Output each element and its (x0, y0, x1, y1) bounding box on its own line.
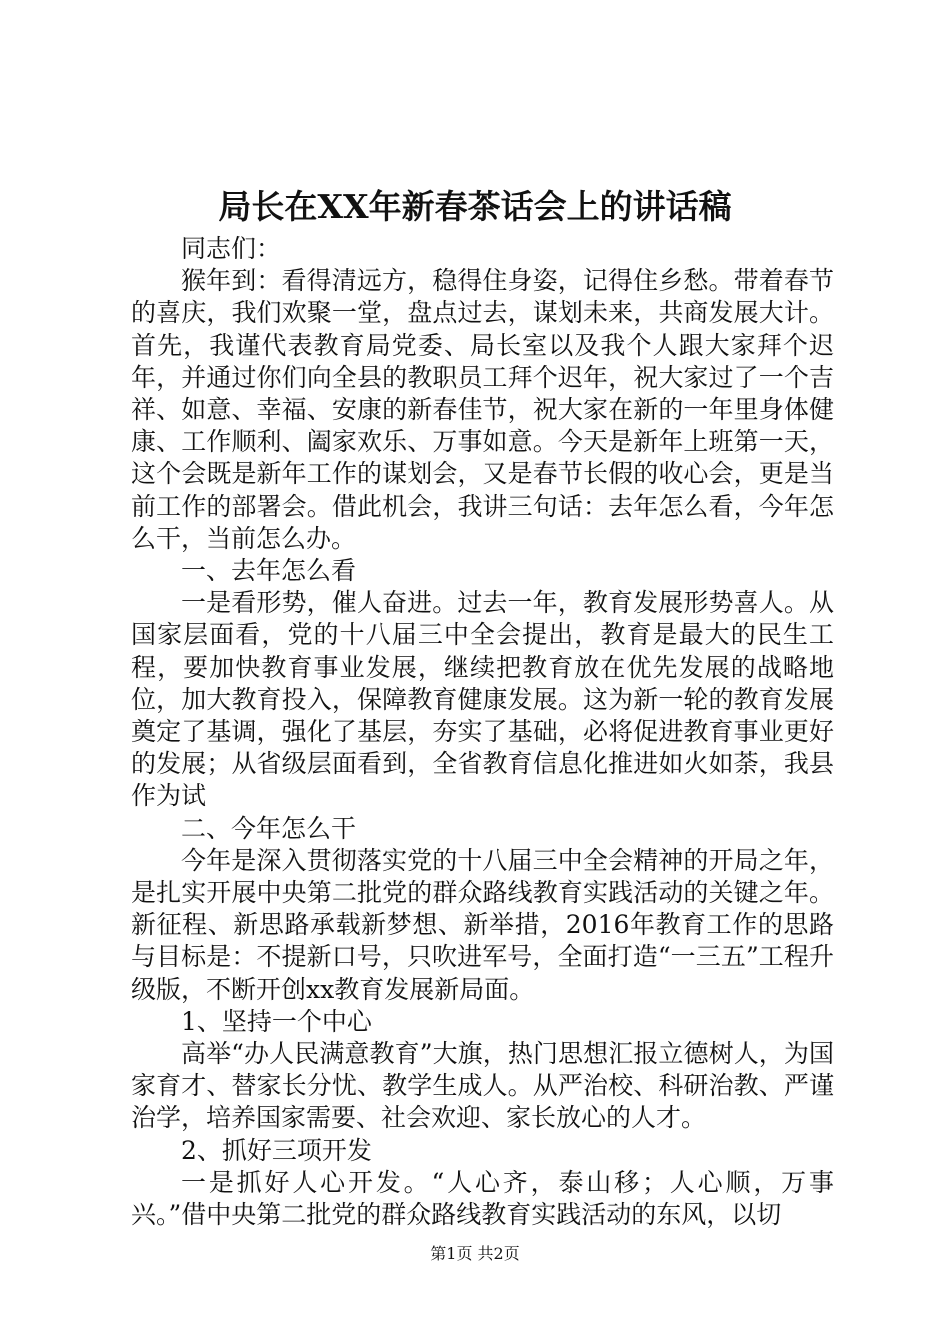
document-title: 局长在XX年新春茶话会上的讲话稿 (218, 187, 732, 226)
subsection-1-paragraph: 高举“办人民满意教育”大旗，热门思想汇报立德树人，为国家育才、替家长分忧、教学生成人。从严治校、科研治教、严谨治学，培养国家需要、社会欢迎、家长放心的人才。 (131, 1039, 834, 1133)
intro-paragraph: 猴年到：看得清远方，稳得住身姿，记得住乡愁。带着春节的喜庆，我们欢聚一堂，盘点过去，谋划未来，共商发展大计。首先，我谨代表教育局党委、局长室以及我个人跟大家拜个迟年，并通过你们向全县的教职员工拜个迟年，祝大家过了一个吉祥、如意、幸福、安康的新春佳节，祝大家在新的一年里身体健康、工作顺利、阖家欢乐、万事如意。今天是新年上班第一天，这个会既是新年工作的谋划会，又是春节长假的收心会，更是当前工作的部署会。借此机会，我讲三句话：去年怎么看，今年怎么干，当前怎么办。 (131, 266, 834, 553)
subheading-2: 2、抓好三项开发 (181, 1135, 372, 1165)
subheading-1: 1、坚持一个中心 (181, 1006, 372, 1036)
salutation-paragraph: 同志们： (181, 234, 282, 263)
section-2-paragraph: 今年是深入贯彻落实党的十八届三中全会精神的开局之年，是扎实开展中央第二批党的群众路线教育实践活动的关键之年。新征程、新思路承载新梦想、新举措，2016年教育工作的思路与目标是：不提新口号，只吹进军号，全面打造“一三五”工程升级版，不断开创xx教育发展新局面。 (131, 845, 834, 1004)
page-number-footer: 第1页 共2页 (430, 1244, 520, 1263)
subsection-2-paragraph: 一是抓好人心开发。“人心齐，泰山移；人心顺，万事兴。”借中央第二批党的群众路线教育实践活动的东风，以切 (131, 1167, 834, 1230)
section-heading-2: 二、今年怎么干 (181, 813, 357, 843)
section-1-paragraph: 一是看形势，催人奋进。过去一年，教育发展形势喜人。从国家层面看，党的十八届三中全会提出，教育是最大的民生工程，要加快教育事业发展，继续把教育放在优先发展的战略地位，加大教育投入，保障教育健康发展。这为新一轮的教育发展奠定了基调，强化了基层，夯实了基础，必将促进教育事业更好的发展；从省级层面看到，全省教育信息化推进如火如荼，我县作为试 (131, 588, 834, 811)
document-body (131, 233, 834, 1231)
section-heading-1: 一、去年怎么看 (181, 556, 357, 586)
